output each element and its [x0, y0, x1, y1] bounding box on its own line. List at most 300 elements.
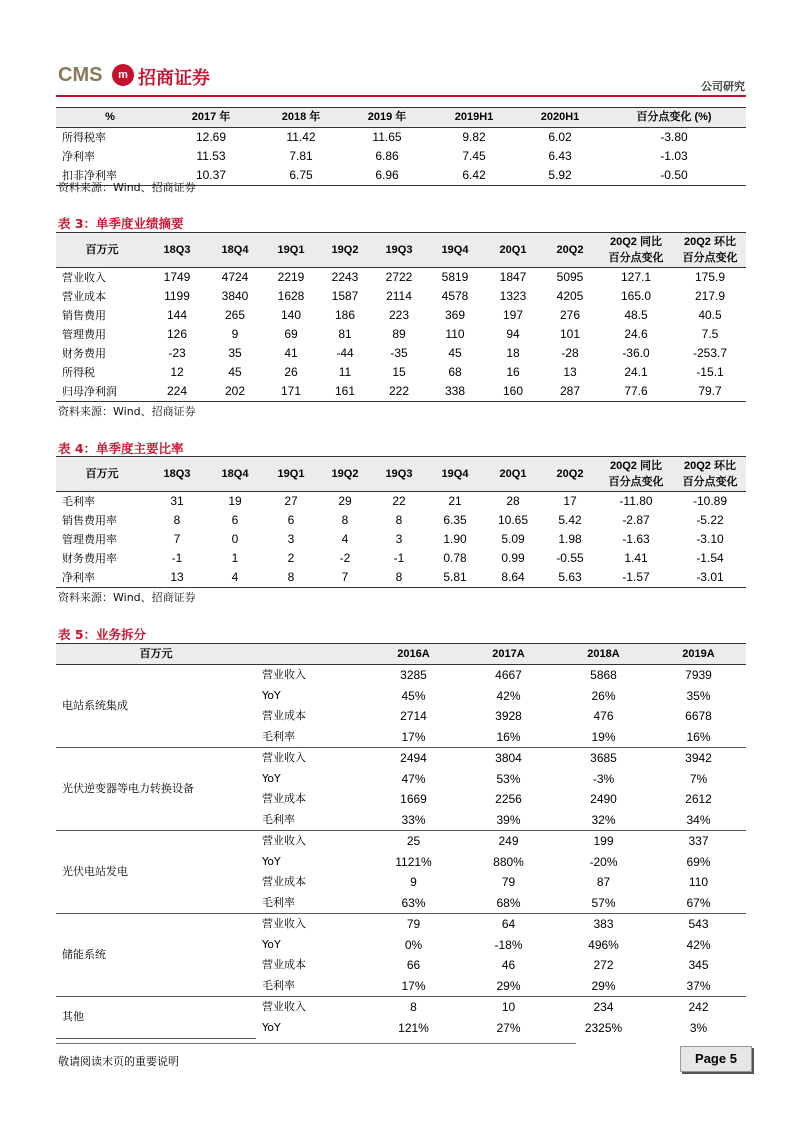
table-cell: 2722 [385, 270, 413, 284]
table-cell: 18 [506, 346, 520, 360]
segment-label: 光伏逆变器等电力转换设备 [56, 748, 256, 831]
table-cell: 8 [173, 513, 181, 527]
table-cell: 35% [686, 688, 711, 703]
table-row [56, 268, 746, 288]
row-label: 管理费用率 [62, 533, 117, 546]
metric-label: YoY [262, 1020, 281, 1034]
table-cell: 110 [688, 875, 709, 889]
table-cell: 10.65 [497, 513, 529, 527]
column-header: 20Q1 [484, 457, 542, 492]
row-label: 管理费用 [62, 328, 106, 341]
table-cell: -10.89 [692, 494, 728, 508]
table-cell: -23 [168, 346, 186, 360]
table-cell: 1749 [163, 270, 191, 284]
table-cell: 1847 [499, 270, 527, 284]
table-cell: 7939 [685, 668, 712, 682]
table-cell: -11.80 [619, 494, 653, 508]
column-header: 2018 年 [258, 108, 344, 128]
table-cell: 16% [651, 727, 746, 748]
table-cell: 496% [588, 937, 619, 952]
table-cell: -3% [592, 771, 615, 786]
column-header: 2017 年 [164, 108, 258, 128]
table-cell: 7 [318, 568, 372, 588]
row-label: 所得税率 [62, 131, 106, 144]
metric-label: 营业成本 [262, 792, 306, 805]
table-cell: 8 [395, 513, 403, 527]
table-cell: 234 [593, 1000, 614, 1014]
footer-divider [56, 1043, 576, 1044]
table-cell: 41 [284, 346, 298, 360]
table-cell: 1669 [400, 792, 427, 806]
table-cell: 0 [231, 532, 239, 546]
column-header: 18Q3 [148, 457, 206, 492]
column-header: 百分点变化 (%) [602, 108, 746, 128]
table-cell: 144 [166, 308, 188, 322]
table-cell: 6.35 [443, 513, 467, 527]
table-cell: 5.81 [426, 568, 484, 588]
table-cell: 186 [334, 308, 356, 322]
table-cell: 1628 [277, 289, 305, 303]
column-header: 20Q1 [484, 233, 542, 268]
table-cell: 0% [404, 937, 423, 952]
table-cell: 2219 [277, 270, 305, 284]
table-cell: 543 [688, 917, 709, 931]
table-cell: 15 [392, 365, 406, 379]
table-cell: 1.90 [443, 532, 467, 546]
table-cell: 4205 [556, 289, 584, 303]
table-cell: 1587 [331, 289, 359, 303]
metric-label: YoY [262, 937, 281, 951]
table-cell: 276 [559, 308, 581, 322]
table-cell: 19 [228, 494, 242, 508]
logo-text-cn: 招商证券 [138, 68, 210, 89]
table-cell: 9 [231, 327, 239, 341]
table-cell: 19% [556, 727, 651, 748]
table-row [56, 530, 746, 549]
metric-label: YoY [262, 854, 281, 868]
metric-label: 毛利率 [256, 727, 366, 748]
table-cell: 0.78 [443, 551, 467, 565]
table-cell: 880% [493, 854, 524, 869]
table-cell: 337 [688, 834, 709, 848]
table-cell: 26% [591, 688, 616, 703]
table-cell: -18% [494, 937, 523, 952]
table-cell: 94 [506, 327, 520, 341]
table-cell: 8 [410, 1000, 417, 1014]
row-label: 净利率 [62, 150, 95, 163]
segment-label: 储能系统 [56, 914, 256, 997]
table-cell: -20% [589, 854, 618, 869]
table-title: 表 5：业务拆分 [58, 627, 147, 642]
metric-label: 毛利率 [256, 893, 366, 914]
section-label: 公司研究 [701, 80, 745, 93]
table-cell: 161 [318, 382, 372, 402]
table-cell: 121% [398, 1020, 429, 1035]
table-row [56, 325, 746, 344]
metric-label: 毛利率 [256, 810, 366, 831]
table-cell: 6 [231, 513, 239, 527]
metric-label: 营业成本 [262, 958, 306, 971]
table-cell: 16 [506, 365, 520, 379]
table-cell: 369 [444, 308, 466, 322]
table-cell: 4578 [441, 289, 469, 303]
column-header: % [56, 108, 164, 128]
row-label: 财务费用 [62, 347, 106, 360]
table-cell: 242 [688, 1000, 709, 1014]
table-cell: 28 [506, 494, 520, 508]
table-cell: 11 [338, 365, 352, 379]
table-row [56, 831, 746, 852]
column-header: 20Q2 [542, 457, 598, 492]
table-cell: 5.92 [518, 166, 602, 186]
table-cell: 40.5 [698, 308, 722, 322]
table-cell: 8 [264, 568, 318, 588]
table-cell: -3.10 [696, 532, 724, 546]
table-cell: 21 [448, 494, 462, 508]
header-divider [56, 95, 746, 97]
metric-label: 营业收入 [262, 917, 306, 930]
table-source: 资料来源：Wind、招商证券 [58, 181, 196, 194]
table-cell: 69% [686, 854, 711, 869]
table-cell: 7.81 [289, 149, 313, 163]
table-cell: 4 [206, 568, 264, 588]
metric-label: 营业收入 [262, 668, 306, 681]
column-header: 19Q1 [264, 457, 318, 492]
table-cell: 383 [593, 917, 614, 931]
table-cell: 81 [338, 327, 352, 341]
footer-note: 敬请阅读末页的重要说明 [58, 1055, 179, 1068]
segment-label: 电站系统集成 [56, 665, 256, 748]
metric-label: YoY [262, 688, 281, 702]
column-header [598, 457, 674, 492]
table-cell: -1.57 [598, 568, 674, 588]
column-header: 2019A [651, 644, 746, 665]
table-cell: 63% [366, 893, 461, 914]
table-cell: 24.1 [624, 365, 648, 379]
row-label: 销售费用 [62, 309, 106, 322]
table-cell: -35 [390, 346, 408, 360]
table-cell: 45 [448, 346, 462, 360]
table-cell: 2714 [400, 709, 427, 723]
logo-text-cms: CMS [58, 64, 103, 86]
table-cell: 3 [287, 532, 295, 546]
table-body [56, 492, 746, 588]
table-cell: 2490 [590, 792, 617, 806]
column-header-line: 百分点变化 [608, 252, 664, 264]
table-cell: 265 [224, 308, 246, 322]
table-cell: 140 [280, 308, 302, 322]
table-cell: 6678 [685, 709, 712, 723]
table-cell: -1.63 [622, 532, 650, 546]
table-cell: 5.09 [501, 532, 525, 546]
table-row [56, 665, 746, 686]
metric-label: 营业成本 [262, 709, 306, 722]
table-cell: 345 [688, 958, 709, 972]
table-row [56, 287, 746, 306]
table-cell: 476 [593, 709, 614, 723]
table-cell: 26 [284, 365, 298, 379]
segment-label: 光伏电站发电 [56, 831, 256, 914]
table-cell: 249 [498, 834, 519, 848]
table-cell: 202 [206, 382, 264, 402]
table-cell: -28 [561, 346, 579, 360]
table-cell: 5.42 [558, 513, 582, 527]
table-cell: 77.6 [598, 382, 674, 402]
table-cell: 12.69 [195, 130, 227, 144]
table-title: 表 3：单季度业绩摘要 [58, 216, 184, 231]
table-cell: 3840 [221, 289, 249, 303]
table-cell: 272 [593, 958, 614, 972]
column-header-line: 百分点变化 [682, 476, 738, 488]
column-header: 19Q4 [426, 457, 484, 492]
table-cell: 68% [461, 893, 556, 914]
table-cell: 7% [689, 771, 708, 786]
table-cell: -36.0 [622, 346, 650, 360]
table-cell: 0.99 [501, 551, 525, 565]
table-cell: -5.22 [696, 513, 724, 527]
table-cell: 4 [341, 532, 349, 546]
table-cell: 48.5 [624, 308, 648, 322]
page-number: Page 5 [680, 1046, 752, 1072]
column-header-line: 20Q2 环比 [684, 236, 736, 248]
table-row [56, 997, 746, 1018]
column-header: 19Q1 [264, 233, 318, 268]
table-cell: 45% [401, 688, 426, 703]
table-cell: 224 [148, 382, 206, 402]
metric-label: 营业成本 [262, 875, 306, 888]
table-cell: 9.82 [462, 130, 486, 144]
table-cell: 17 [563, 494, 577, 508]
table-cell: 6.02 [548, 130, 572, 144]
metric-label: 营业收入 [262, 751, 306, 764]
table-cell: 12 [170, 365, 184, 379]
table-cell: 197 [502, 308, 524, 322]
table-row [56, 147, 746, 166]
column-header-line: 百分点变化 [608, 476, 664, 488]
table-cell: 2 [287, 551, 295, 565]
table-cell: -253.7 [692, 346, 728, 360]
table-business-breakdown [56, 643, 746, 1039]
table-cell: 7.45 [462, 149, 486, 163]
table-cell: -1.03 [660, 149, 688, 163]
table-cell: 69 [284, 327, 298, 341]
table-cell: 16% [461, 727, 556, 748]
table-cell: -2 [339, 551, 351, 565]
table-cell: -1 [171, 551, 183, 565]
table-cell: 11.65 [372, 130, 402, 144]
table-cell: 10.37 [164, 166, 258, 186]
table-cell: 2612 [685, 792, 712, 806]
table-cell: 1121% [395, 854, 432, 869]
table-row [56, 568, 746, 588]
table-source: 资料来源：Wind、招商证券 [58, 405, 196, 418]
table-cell: 338 [426, 382, 484, 402]
table-cell: 1.98 [558, 532, 582, 546]
column-header: 19Q2 [318, 233, 372, 268]
table-cell: 45 [228, 365, 242, 379]
table-cell: 46 [501, 958, 516, 972]
table-cell: 25 [406, 834, 421, 848]
table-quarterly-ratios [56, 456, 746, 588]
row-label: 毛利率 [62, 495, 95, 508]
table-cell: 126 [166, 327, 188, 341]
table-cell: 67% [651, 893, 746, 914]
table-cell: 3804 [495, 751, 522, 765]
row-label: 财务费用率 [62, 552, 117, 565]
column-header: 百万元 [56, 457, 148, 492]
table-source: 资料来源：Wind、招商证券 [58, 591, 196, 604]
table-row [56, 511, 746, 530]
table-title: 表 4：单季度主要比率 [58, 441, 184, 456]
table-cell: 79 [501, 875, 516, 889]
column-header: 18Q4 [206, 233, 264, 268]
table-row [56, 128, 746, 148]
row-label: 归母净利润 [56, 382, 148, 402]
metric-label: 营业收入 [262, 834, 306, 847]
column-header: 百万元 [56, 233, 148, 268]
table-cell: 2243 [331, 270, 359, 284]
table-cell: 1.41 [624, 551, 648, 565]
column-header [674, 457, 746, 492]
table-cell: 6.75 [258, 166, 344, 186]
table-cell: 5819 [441, 270, 469, 284]
column-header: 2018A [556, 644, 651, 665]
table-cell: 24.6 [624, 327, 648, 341]
table-cell: 3942 [685, 751, 712, 765]
table-cell: 3285 [400, 668, 427, 682]
table-cell: 13 [148, 568, 206, 588]
table-cell: 127.1 [620, 270, 652, 284]
table-cell: 29% [461, 976, 556, 997]
table-cell: 6.43 [548, 149, 572, 163]
table-cell: 5868 [590, 668, 617, 682]
table-cell: 11.42 [286, 130, 316, 144]
table-cell: 199 [593, 834, 614, 848]
table-body [56, 665, 746, 1039]
table-cell: 57% [556, 893, 651, 914]
column-header-line: 20Q2 同比 [610, 460, 662, 472]
table-cell: 22 [392, 494, 406, 508]
table-quarterly-results [56, 232, 746, 402]
column-header [674, 233, 746, 268]
table-cell: 8 [341, 513, 349, 527]
column-header: 2020H1 [518, 108, 602, 128]
table-cell: 3 [395, 532, 403, 546]
table-cell: 47% [401, 771, 426, 786]
table-cell: 29 [338, 494, 352, 508]
column-header: 19Q3 [372, 457, 426, 492]
table-cell: -2.87 [622, 513, 650, 527]
table-cell: 27 [284, 494, 298, 508]
column-header: 19Q3 [372, 233, 426, 268]
table-cell: 4667 [495, 668, 522, 682]
table-cell: 217.9 [694, 289, 726, 303]
table-cell: 2256 [495, 792, 522, 806]
table-cell: 39% [461, 810, 556, 831]
table-cell: 89 [392, 327, 406, 341]
column-header [598, 233, 674, 268]
table-cell: 171 [264, 382, 318, 402]
table-cell: 42% [686, 937, 711, 952]
table-cell: 223 [388, 308, 410, 322]
table-cell: 6.42 [430, 166, 518, 186]
table-cell: 34% [651, 810, 746, 831]
column-header [256, 644, 366, 665]
row-label: 扣非净利率 [56, 166, 164, 186]
table-cell: 1 [231, 551, 239, 565]
table-cell: 27% [496, 1020, 521, 1035]
table-row [56, 549, 746, 568]
table-tax-profit-ratios [56, 107, 746, 186]
company-logo [58, 62, 228, 90]
table-cell: 2494 [400, 751, 427, 765]
table-cell: 32% [556, 810, 651, 831]
table-cell: 7 [173, 532, 181, 546]
column-header-line: 20Q2 环比 [684, 460, 736, 472]
table-cell: 165.0 [620, 289, 652, 303]
column-header: 2019 年 [344, 108, 430, 128]
table-cell: 64 [501, 917, 516, 931]
table-row [56, 306, 746, 325]
table-cell: 79.7 [674, 382, 746, 402]
table-body [56, 128, 746, 186]
table-cell: 35 [228, 346, 242, 360]
table-cell: 3685 [590, 751, 617, 765]
metric-label: 毛利率 [256, 976, 366, 997]
table-cell: -3.01 [674, 568, 746, 588]
table-cell: 31 [170, 494, 184, 508]
table-cell: 17% [366, 976, 461, 997]
table-cell: 68 [448, 365, 462, 379]
row-label: 营业成本 [62, 290, 106, 303]
table-body [56, 268, 746, 402]
column-header: 18Q4 [206, 457, 264, 492]
table-cell: 175.9 [694, 270, 726, 284]
row-label: 所得税 [62, 366, 95, 379]
table-cell: 66 [406, 958, 421, 972]
table-cell: 2325% [584, 1020, 623, 1035]
row-label: 营业收入 [62, 271, 106, 284]
table-cell: 87 [596, 875, 611, 889]
column-header: 18Q3 [148, 233, 206, 268]
row-label: 净利率 [56, 568, 148, 588]
table-cell: -44 [336, 346, 354, 360]
table-cell: 3928 [495, 709, 522, 723]
table-cell: 5.63 [542, 568, 598, 588]
table-cell: -15.1 [696, 365, 724, 379]
table-cell: 53% [496, 771, 521, 786]
row-label: 销售费用率 [62, 514, 117, 527]
table-cell: 17% [366, 727, 461, 748]
table-cell: 222 [372, 382, 426, 402]
column-header: 2016A [366, 644, 461, 665]
table-cell: 13 [563, 365, 577, 379]
table-row [56, 363, 746, 382]
column-header: 19Q4 [426, 233, 484, 268]
table-cell: 79 [406, 917, 421, 931]
table-cell: 1199 [164, 289, 190, 303]
table-cell: 2114 [386, 289, 412, 303]
column-header: 19Q2 [318, 457, 372, 492]
table-cell: 1323 [499, 289, 527, 303]
table-row [56, 748, 746, 769]
table-cell: 11.53 [196, 149, 226, 163]
table-cell: 42% [496, 688, 521, 703]
table-cell: 160 [484, 382, 542, 402]
table-cell: -0.50 [602, 166, 746, 186]
table-cell: 7.5 [701, 327, 719, 341]
column-header: 百万元 [56, 644, 256, 665]
